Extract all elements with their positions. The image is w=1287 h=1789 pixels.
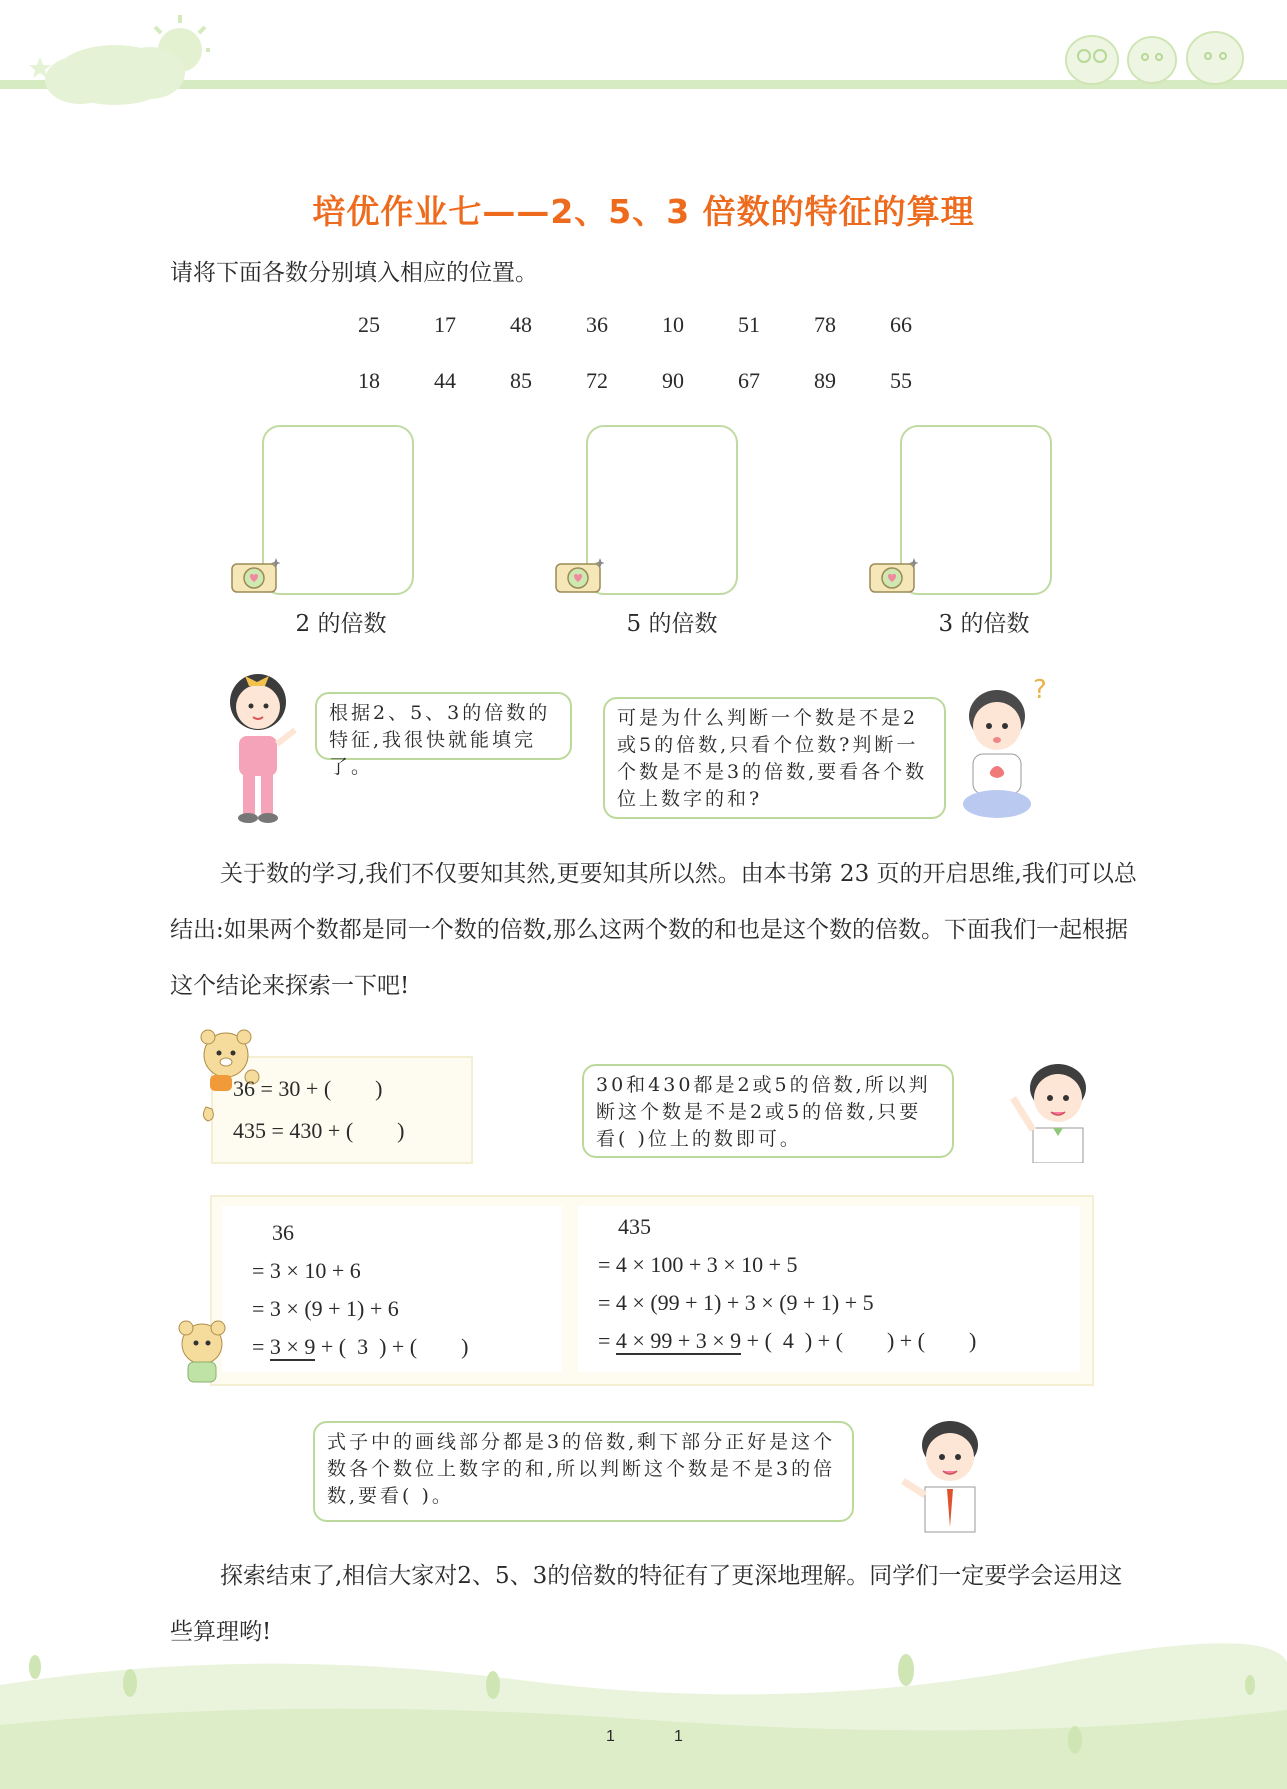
number-cell: 44 — [434, 368, 456, 393]
number-cell: 10 — [662, 312, 684, 337]
calc-left-line-4: = 3 × 9 + ( 3 ) + ( ) — [252, 1334, 469, 1359]
calc-right-line-4: = 4 × 99 + 3 × 9 + ( 4 ) + ( ) + ( ) — [598, 1328, 977, 1353]
box-label-5: 5 的倍数 — [626, 611, 718, 637]
number-cell: 18 — [358, 368, 380, 393]
number-cell: 48 — [510, 312, 532, 337]
answer-box-multiples-of-3[interactable] — [900, 425, 1052, 595]
underlined-term: 3 × 9 — [269, 1334, 316, 1359]
number-cell: 78 — [814, 312, 836, 337]
page-number-left: 1 — [606, 1728, 615, 1745]
speech-bubble-girl: 根据2、5、3的倍数的特征,我很快就能填完了。 — [315, 692, 572, 760]
paragraph-explanation: 关于数的学习,我们不仅要知其然,更要知其所以然。由本书第 23 页的开启思维,我们可以总结出:如果两个数都是同一个数的倍数,那么这两个数的和也是这个数的倍数。下面我们一起根据这个结论来探索一下吧! — [170, 861, 1137, 999]
number-cell: 67 — [738, 368, 760, 393]
cloud-sun-decoration — [20, 5, 210, 115]
hills-background — [0, 1625, 1287, 1789]
girl-illustration — [215, 662, 300, 827]
svg-text:?: ? — [1033, 678, 1047, 705]
calc-right-line-3: = 4 × (99 + 1) + 3 × (9 + 1) + 5 — [598, 1290, 874, 1315]
speech-bubble-boy-3: 式子中的画线部分都是3的倍数,剩下部分正好是这个数各个数位上数字的和,所以判断这个数是不是3的倍数,要看( )。 — [313, 1421, 854, 1522]
thinking-boy-illustration — [957, 678, 1052, 828]
calc-right-line-1: 435 — [618, 1214, 651, 1239]
number-cell: 72 — [586, 368, 608, 393]
camera-icon — [228, 556, 280, 596]
calc-left-line-3: = 3 × (9 + 1) + 6 — [252, 1296, 399, 1321]
number-cell: 55 — [890, 368, 912, 393]
number-cell: 36 — [586, 312, 608, 337]
number-cell: 17 — [434, 312, 456, 337]
speech-bubble-boy-question: 可是为什么判断一个数是不是2或5的倍数,只看个位数?判断一个数是不是3的倍数,要看各个数位上数字的和? — [603, 697, 946, 819]
equation-36-decompose: 36 = 30 + ( ) — [233, 1076, 383, 1101]
camera-icon — [552, 556, 604, 596]
speech-bubble-boy-2: 30和430都是2或5的倍数,所以判断这个数是不是2或5的倍数,只要看( )位上的数即可。 — [582, 1064, 954, 1158]
pointing-boy-illustration — [895, 1415, 995, 1533]
number-cell: 66 — [890, 312, 912, 337]
number-cell: 25 — [358, 312, 380, 337]
equation-435-decompose: 435 = 430 + ( ) — [233, 1118, 405, 1143]
box-label-2: 2 的倍数 — [295, 611, 387, 637]
bear-icon — [174, 1318, 234, 1390]
page-title: 培优作业七——2、5、3 倍数的特征的算理 — [312, 192, 975, 231]
underlined-term: 4 × 99 + 3 × 9 — [615, 1328, 742, 1353]
answer-box-multiples-of-5[interactable] — [586, 425, 738, 595]
number-cell: 89 — [814, 368, 836, 393]
box-label-3: 3 的倍数 — [938, 611, 1030, 637]
paragraph-conclusion: 探索结束了,相信大家对2、5、3的倍数的特征有了更深地理解。同学们一定要学会运用这些算理哟! — [170, 1563, 1123, 1645]
waving-boy-illustration — [1003, 1058, 1103, 1163]
animal-friends-decoration — [1060, 22, 1260, 87]
page-number-right: 1 — [674, 1728, 683, 1745]
calc-left-line-2: = 3 × 10 + 6 — [252, 1258, 361, 1283]
instruction-text: 请将下面各数分别填入相应的位置。 — [170, 260, 538, 286]
number-cell: 85 — [510, 368, 532, 393]
calc-left-line-1: 36 — [272, 1220, 294, 1245]
number-cell: 51 — [738, 312, 760, 337]
calc-right-line-2: = 4 × 100 + 3 × 10 + 5 — [598, 1252, 798, 1277]
answer-box-multiples-of-2[interactable] — [262, 425, 414, 595]
number-cell: 90 — [662, 368, 684, 393]
camera-icon — [866, 556, 918, 596]
